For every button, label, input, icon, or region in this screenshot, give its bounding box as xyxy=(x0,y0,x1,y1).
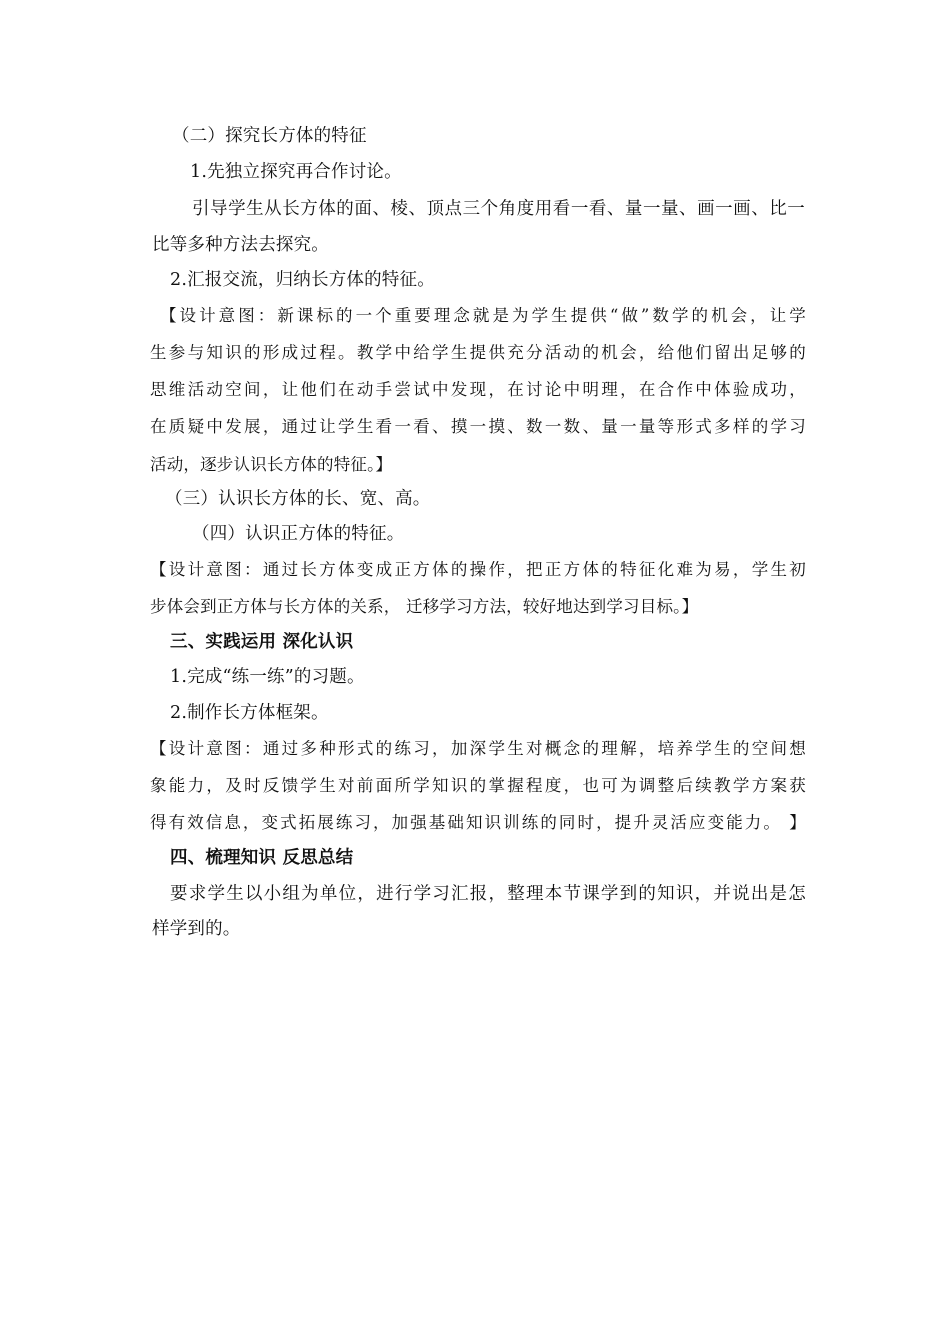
guide-text-line-1: 引导学生从长方体的面、棱、顶点三个角度用看一看、量一量、画一画、比一 xyxy=(192,199,805,219)
design-intent-1-line-2: 生参与知识的形成过程。教学中给学生提供充分活动的机会，给他们留出足够的 xyxy=(150,343,806,362)
section-heading-cube-features: （四）认识正方体的特征。 xyxy=(192,524,405,544)
step-report-exchange: 2.汇报交流，归纳长方体的特征。 xyxy=(170,270,435,290)
step-complete-exercises: 1.完成“练一练”的习题。 xyxy=(170,667,365,687)
guide-text-line-2: 比等多种方法去探究。 xyxy=(152,235,329,255)
summary-text-line-1: 要求学生以小组为单位，进行学习汇报，整理本节课学到的知识，并说出是怎 xyxy=(170,884,806,904)
step-independent-explore: 1.先独立探究再合作讨论。 xyxy=(190,162,402,182)
design-intent-2-line-1: 【设计意图：通过长方体变成正方体的操作，把正方体的特征化难为易，学生初 xyxy=(150,560,806,579)
design-intent-1-line-5: 活动，逐步认识长方体的特征。】 xyxy=(150,455,393,474)
design-intent-1-line-1: 【设计意图：新课标的一个重要理念就是为学生提供“做”数学的机会，让学 xyxy=(160,306,806,325)
design-intent-1-line-3: 思维活动空间，让他们在动手尝试中发现，在讨论中明理，在合作中体验成功， xyxy=(150,380,806,399)
design-intent-3-line-1: 【设计意图：通过多种形式的练习，加深学生对概念的理解，培养学生的空间想 xyxy=(150,739,806,758)
section-heading-summary: 四、梳理知识 反思总结 xyxy=(170,848,354,868)
design-intent-3-line-2: 象能力，及时反馈学生对前面所学知识的掌握程度，也可为调整后续教学方案获 xyxy=(150,776,806,795)
design-intent-1-line-4: 在质疑中发展，通过让学生看一看、摸一摸、数一数、量一量等形式多样的学习 xyxy=(150,417,806,436)
step-make-frame: 2.制作长方体框架。 xyxy=(170,703,329,723)
summary-text-line-2: 样学到的。 xyxy=(152,919,241,939)
design-intent-2-line-2: 步体会到正方体与长方体的关系， 迁移学习方法，较好地达到学习目标。】 xyxy=(150,597,699,616)
design-intent-3-line-3: 得有效信息，变式拓展练习，加强基础知识训练的同时，提升灵活应变能力。 】 xyxy=(150,813,806,832)
section-heading-practice: 三、实践运用 深化认识 xyxy=(170,632,354,652)
section-heading-explore-cuboid: （二）探究长方体的特征 xyxy=(172,126,367,146)
section-heading-length-width-height: （三）认识长方体的长、宽、高。 xyxy=(165,489,431,509)
